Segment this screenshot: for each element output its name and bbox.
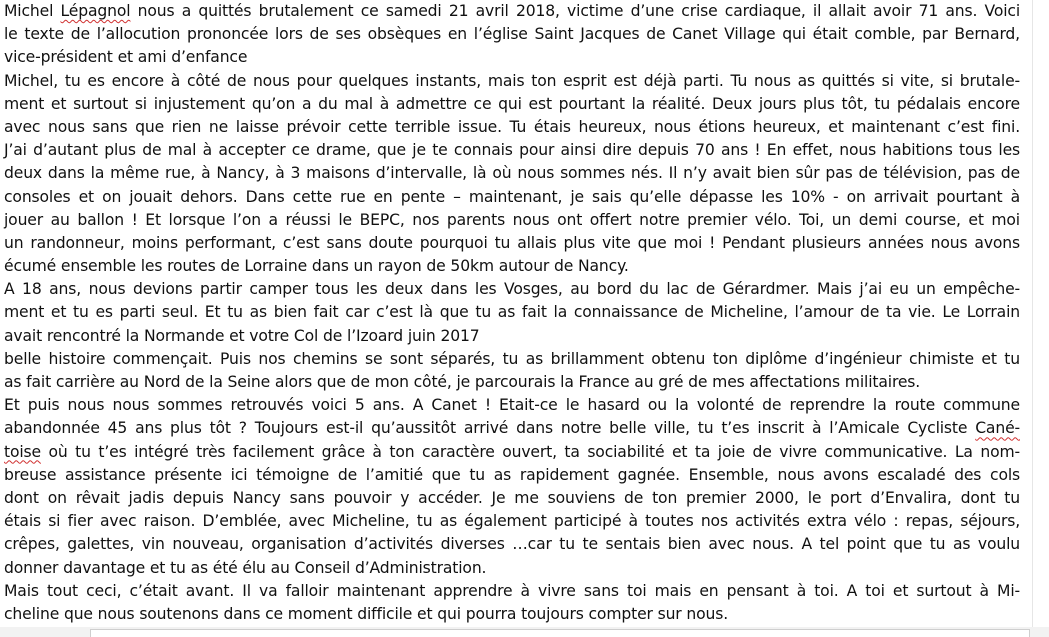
text-line	[4, 116, 1020, 139]
text-line	[4, 209, 1020, 232]
text-line	[4, 186, 1020, 209]
text-segment: J’ai d’autant plus de mal à accepter ce drame, que je te connais pour ainsi dire depuis 70 ans ! En effet, nous habitions tous les	[4, 141, 1020, 160]
text-line	[4, 417, 1020, 440]
misspelled-word: Cané-	[975, 419, 1020, 438]
text-line	[4, 23, 1020, 46]
text-line	[4, 487, 1020, 510]
text-segment: avait rencontré la Normande et votre Col de l’Izoard juin 2017	[4, 326, 480, 345]
text-line	[4, 464, 1020, 487]
text-line	[4, 394, 1020, 417]
text-line	[4, 162, 1020, 185]
text-segment: breuse assistance présente ici témoigne de l’amitié que tu as rapidement gagnée. Ensemble, nous avons escaladé des cols	[4, 465, 1020, 484]
text-line	[4, 348, 1020, 371]
text-segment: écumé ensemble les routes de Lorraine dans un rayon de 50km autour de Nancy.	[4, 257, 629, 276]
text-segment: A 18 ans, nous devions partir camper tous les deux dans les Vosges, au bord du lac de Gérardmer. Mais j’ai eu un empêche-	[4, 280, 1020, 299]
text-segment: où tu t’es intégré très facilement grâce à ton caractère ouvert, ta sociabilité et ta joie de vivre communicative. La nom-	[40, 442, 1020, 461]
text-line	[4, 139, 1020, 162]
text-segment: ment et tu es parti seul. Et tu as bien fait car c’est là que tu as fait la connaissance de Micheline, l’amour de ta vie. Le Lorrain	[4, 303, 1020, 322]
text-segment: ment et surtout si injustement qu’on a du mal à admettre ce qui est pourtant la réalité. Deux jours plus tôt, tu pédalais encore	[4, 94, 1020, 113]
horizontal-scrollbar[interactable]	[90, 629, 1030, 637]
text-line	[4, 93, 1020, 116]
text-segment: crêpes, galettes, vin nouveau, organisation d’activités diverses …car tu te sentais bien avec nous. A tel point que tu as voulu	[4, 535, 1020, 554]
text-segment: vice-président et ami d’enfance	[4, 48, 248, 67]
text-line	[4, 255, 1020, 278]
text-segment: Et puis nous nous sommes retrouvés voici 5 ans. A Canet ! Etait-ce le hasard ou la volonté de reprendre la route commune	[4, 396, 1020, 415]
text-segment: abandonnée 45 ans plus tôt ? Toujours est-il qu’aussitôt arrivé dans notre belle ville, tu t’es inscrit à l’Amicale Cycliste	[4, 419, 976, 438]
text-line	[4, 510, 1020, 533]
text-segment: Mais tout ceci, c’était avant. Il va falloir maintenant apprendre à vivre sans toi mais en pensant à toi. A toi et surtout à Mi-	[4, 581, 1020, 600]
text-line	[4, 533, 1020, 556]
text-line	[4, 0, 1020, 23]
text-segment: jouer au ballon ! Et lorsque l’on a réussi le BEPC, nos parents nous ont offert notre premier vélo. Toi, un demi course, et moi	[4, 210, 1020, 229]
text-segment: deux dans la même rue, à Nancy, à 3 maisons d’intervalle, là où nous sommes nés. Il n’y avait bien sûr pas de télévision, pas de	[4, 164, 1020, 183]
text-line	[4, 580, 1020, 603]
text-segment: donner davantage et tu as été élu au Conseil d’Administration.	[4, 558, 487, 577]
text-segment: le texte de l’allocution prononcée lors de ses obsèques en l’église Saint Jacques de Canet Village qui était comble, par Bernard,	[4, 25, 1020, 44]
text-segment: as fait carrière au Nord de la Seine alors que de mon côté, je parcourais la France au gré de mes affectations militaires.	[4, 373, 921, 391]
text-segment: un randonneur, moins performant, c’est sans doute pourquoi tu allais plus vite que moi ! Pendant plusieurs années nous avons	[4, 233, 1020, 252]
text-segment: Michel, tu es encore à côté de nous pour quelques instants, mais ton esprit est déjà parti. Tu nous as quittés si vite, si brutale-	[4, 71, 1020, 90]
vertical-scrollbar[interactable]	[1032, 0, 1049, 637]
text-line	[4, 371, 1020, 394]
text-line	[4, 325, 1020, 348]
misspelled-word: toise	[4, 442, 41, 461]
text-segment: consoles et on jouait dehors. Dans cette rue en pente – maintenant, je sais qu’elle dépasse les 10% - on arrivait pourtant à	[4, 187, 1020, 206]
text-line	[4, 232, 1020, 255]
text-segment: dont on rêvait jadis depuis Nancy sans pouvoir y accéder. Je me souviens de ton premier 2000, le port d’Envalira, dont tu	[4, 488, 1020, 507]
horizontal-scrollbar-track	[0, 627, 1049, 637]
text-line	[4, 603, 1020, 626]
text-line	[4, 441, 1020, 464]
text-line	[4, 301, 1020, 324]
text-segment: nous a quittés brutalement ce samedi 21 avril 2018, victime d’une crise cardiaque, il allait avoir 71 ans. Voici	[130, 2, 1021, 20]
text-line	[4, 557, 1020, 580]
text-line	[4, 70, 1020, 93]
text-segment: cheline que nous soutenons dans ce moment difficile et qui pourra toujours compter sur nous.	[4, 604, 729, 623]
text-line	[4, 46, 1020, 69]
text-segment: étais si fier avec raison. D’emblée, avec Micheline, tu as également participé à toutes nos activités extra vélo : repas, séjours,	[4, 512, 1020, 531]
text-segment: Michel	[4, 2, 61, 20]
misspelled-word: Lépagnol	[60, 2, 131, 20]
text-segment: belle histoire commençait. Puis nos chemins se sont séparés, tu as brillamment obtenu ton diplôme d’ingénieur chimiste et tu	[4, 349, 1020, 368]
text-line	[4, 278, 1020, 301]
text-segment: avec nous sans que rien ne laisse prévoir cette terrible issue. Tu étais heureux, nous étions heureux, et maintenant c’est fini.	[4, 117, 1020, 136]
